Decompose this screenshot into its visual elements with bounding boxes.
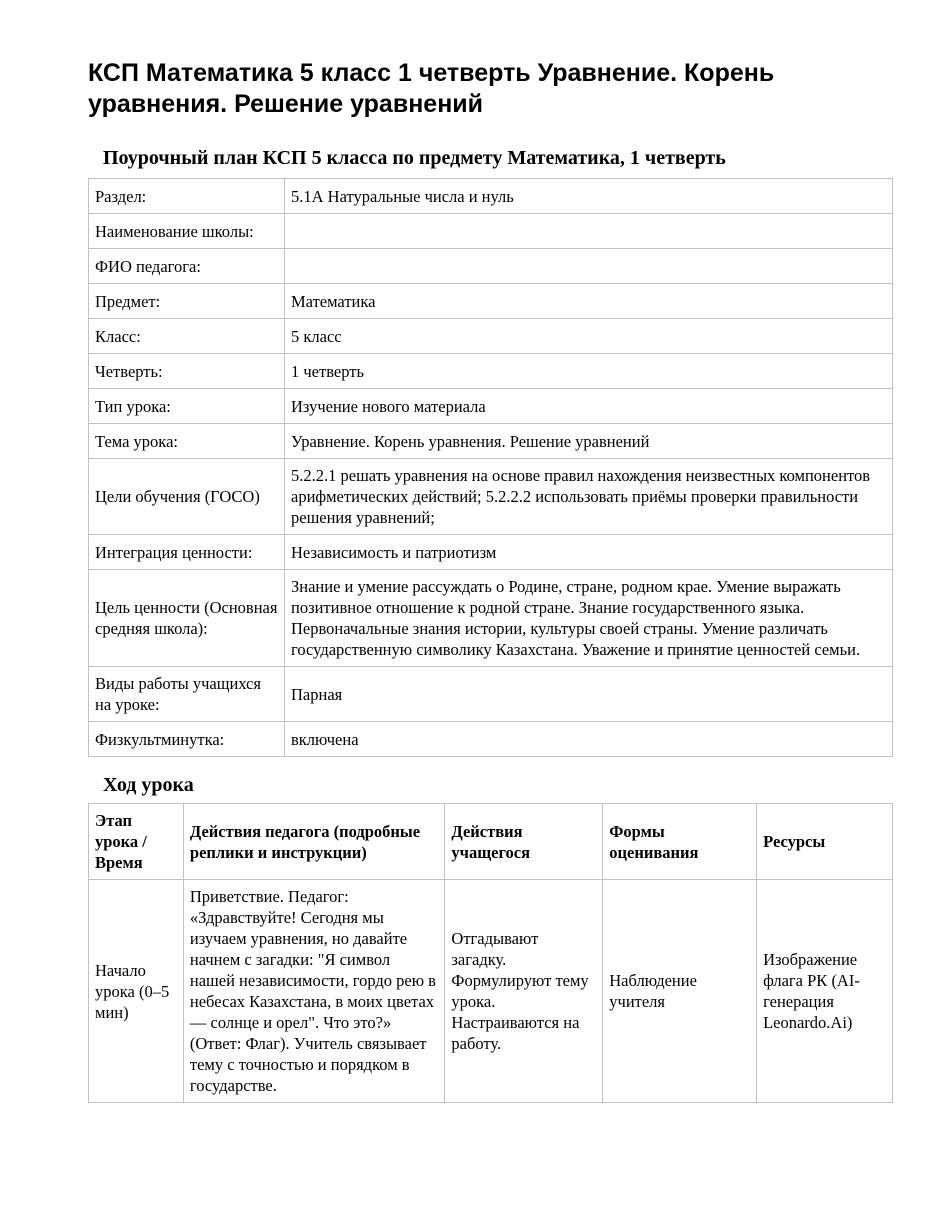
info-value: Математика <box>285 284 893 319</box>
column-header-teacher-actions: Действия педагога (подробные реплики и инструкции) <box>183 804 445 880</box>
info-value <box>285 249 893 284</box>
table-row <box>89 389 893 424</box>
table-row <box>89 424 893 459</box>
table-row <box>89 667 893 722</box>
column-header-stage: Этап урока / Время <box>89 804 184 880</box>
info-value: включена <box>285 722 893 757</box>
info-label: Класс: <box>89 319 285 354</box>
info-label: Раздел: <box>89 179 285 214</box>
info-label: Физкультминутка: <box>89 722 285 757</box>
lesson-flow-heading: Ход урока <box>103 774 194 796</box>
info-value: Уравнение. Корень уравнения. Решение уравнений <box>285 424 893 459</box>
student-actions-cell: Отгадывают загадку. Формулируют тему урока. Настраиваются на работу. <box>445 880 603 1103</box>
info-label: Наименование школы: <box>89 214 285 249</box>
info-value: Изучение нового материала <box>285 389 893 424</box>
document-title: КСП Математика 5 класс 1 четверть Уравнение. Корень уравнения. Решение уравнений <box>88 59 775 118</box>
table-row <box>89 570 893 667</box>
table-row <box>89 535 893 570</box>
document-page <box>88 58 893 1103</box>
info-label: Предмет: <box>89 284 285 319</box>
table-header-row <box>89 804 893 880</box>
info-value: Независимость и патриотизм <box>285 535 893 570</box>
table-row <box>89 284 893 319</box>
table-row <box>89 354 893 389</box>
column-header-resources: Ресурсы <box>757 804 893 880</box>
info-value: 5.1А Натуральные числа и нуль <box>285 179 893 214</box>
info-value: 1 четверть <box>285 354 893 389</box>
resources-cell: Изображение флага РК (AI-генерация Leonardo.Ai) <box>757 880 893 1103</box>
teacher-actions-cell: Приветствие. Педагог: «Здравствуйте! Сегодня мы изучаем уравнения, но давайте начнем с загадки: "Я символ нашей независимости, гордо рею в небесах Казахстана, в моих цветах — солнце и орел". Что это?» (Ответ: Флаг). Учитель связывает тему с точностью и порядком в государстве. <box>183 880 445 1103</box>
info-value: 5 класс <box>285 319 893 354</box>
table-row <box>89 214 893 249</box>
table-row <box>89 179 893 214</box>
info-value: 5.2.2.1 решать уравнения на основе правил нахождения неизвестных компонентов арифметических действий; 5.2.2.2 использовать приёмы проверки правильности решения уравнений; <box>285 459 893 535</box>
lesson-flow-table <box>88 803 893 1103</box>
info-label: Тип урока: <box>89 389 285 424</box>
table-row <box>89 319 893 354</box>
table-row <box>89 459 893 535</box>
info-value <box>285 214 893 249</box>
info-label: ФИО педагога: <box>89 249 285 284</box>
info-label: Тема урока: <box>89 424 285 459</box>
column-header-student-actions: Действия учащегося <box>445 804 603 880</box>
table-row <box>89 249 893 284</box>
table-row <box>89 880 893 1103</box>
info-label: Виды работы учащихся на уроке: <box>89 667 285 722</box>
stage-cell: Начало урока (0–5 мин) <box>89 880 184 1103</box>
assessment-cell: Наблюдение учителя <box>603 880 757 1103</box>
info-value: Знание и умение рассуждать о Родине, стране, родном крае. Умение выражать позитивное отношение к родной стране. Знание государственного языка. Первоначальные знания истории, культуры своей страны. Умение различать государственную символику Казахстана. Уважение и принятие ценностей семьи. <box>285 570 893 667</box>
info-label: Интеграция ценности: <box>89 535 285 570</box>
plan-heading: Поурочный план КСП 5 класса по предмету Математика, 1 четверть <box>103 147 726 169</box>
info-label: Четверть: <box>89 354 285 389</box>
table-row <box>89 722 893 757</box>
info-value: Парная <box>285 667 893 722</box>
lesson-info-table <box>88 178 893 757</box>
column-header-assessment: Формы оценивания <box>603 804 757 880</box>
info-label: Цель ценности (Основная средняя школа): <box>89 570 285 667</box>
info-label: Цели обучения (ГОСО) <box>89 459 285 535</box>
